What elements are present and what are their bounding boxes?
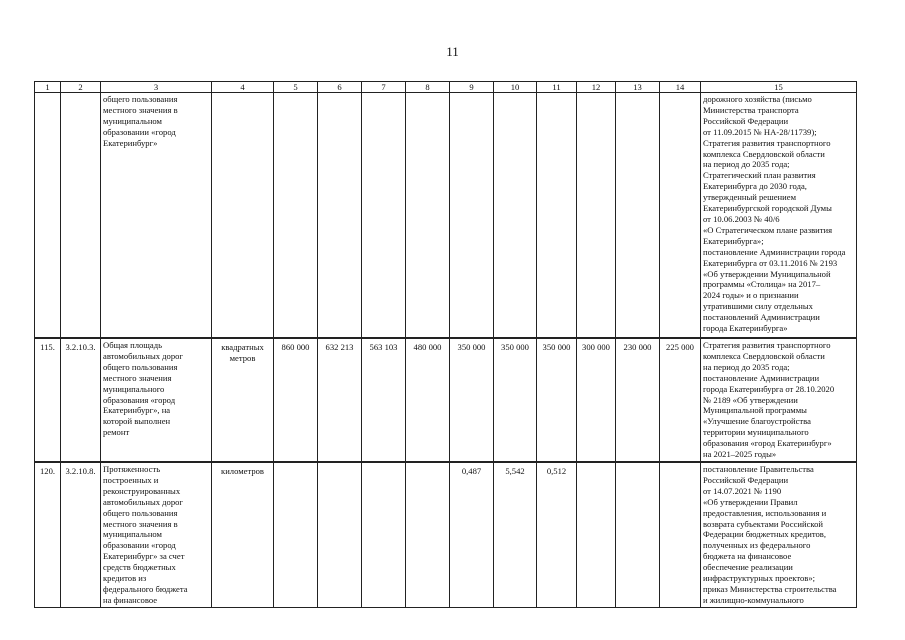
- column-header: 12: [577, 82, 616, 93]
- value-cell: [450, 93, 494, 339]
- column-header: 14: [660, 82, 701, 93]
- table-row: [35, 462, 857, 607]
- unit: километров: [212, 462, 274, 607]
- value-cell: 860 000: [274, 338, 318, 462]
- table-row: [35, 93, 857, 339]
- column-header: 9: [450, 82, 494, 93]
- value-cell: 350 000: [494, 338, 537, 462]
- row-number: 120.: [35, 462, 61, 607]
- row-code: [61, 93, 101, 339]
- unit: квадратных метров: [212, 338, 274, 462]
- value-cell: [362, 462, 406, 607]
- column-header: 1: [35, 82, 61, 93]
- column-header: 6: [318, 82, 362, 93]
- value-cell: [616, 462, 660, 607]
- row-code: 3.2.10.8.: [61, 462, 101, 607]
- column-header: 7: [362, 82, 406, 93]
- column-header: 10: [494, 82, 537, 93]
- value-cell: [274, 462, 318, 607]
- indicator-name: общего пользования местного значения в муниципальном образовании «город Екатеринбург»: [101, 93, 212, 339]
- value-cell: 0,487: [450, 462, 494, 607]
- indicator-name: Протяженность построенных и реконструированных автомобильных дорог общего пользования местного значения в муниципальном образовании «город Екатеринбург» за счет средств бюджетных кредитов из федерального бюджета на финансовое: [101, 462, 212, 607]
- column-header: 5: [274, 82, 318, 93]
- value-cell: [406, 462, 450, 607]
- value-cell: [537, 93, 577, 339]
- value-cell: [577, 93, 616, 339]
- column-header: 3: [101, 82, 212, 93]
- column-header: 4: [212, 82, 274, 93]
- value-cell: [660, 462, 701, 607]
- table-row: [35, 338, 857, 462]
- source-documents: Стратегия развития транспортного комплекса Свердловской области на период до 2035 года; постановление Администрации города Екатеринбурга от 28.10.2020 № 2189 «Об утверждении Муниципальной программы «Улучшение благоустройства территории муниципального образования «город Екатеринбург» на 2021–2025 годы»: [701, 338, 857, 462]
- source-documents: дорожного хозяйства (письмо Министерства транспорта Российской Федерации от 11.09.2015 № НА-28/11739); Стратегия развития транспортного комплекса Свердловской области на период до 2035 года; Стратегический план развития Екатеринбурга до 2030 года, утвержденный решением Екатеринбургской городской Думы от 10.06.2003 № 40/6 «О Стратегическом плане развития Екатеринбурга»; постановление Администрации города Екатеринбурга от 03.11.2016 № 2193 «Об утверждении Муниципальной программы «Столица» на 2017– 2024 годы» и о признании утратившими силу отдельных постановлений Администрации города Екатеринбурга»: [701, 93, 857, 339]
- column-header: 11: [537, 82, 577, 93]
- value-cell: [616, 93, 660, 339]
- value-cell: 350 000: [537, 338, 577, 462]
- value-cell: 480 000: [406, 338, 450, 462]
- indicators-table: [34, 81, 857, 608]
- column-header: 15: [701, 82, 857, 93]
- value-cell: [362, 93, 406, 339]
- column-header: 8: [406, 82, 450, 93]
- column-header: 2: [61, 82, 101, 93]
- row-number: 115.: [35, 338, 61, 462]
- value-cell: 225 000: [660, 338, 701, 462]
- value-cell: 230 000: [616, 338, 660, 462]
- value-cell: 350 000: [450, 338, 494, 462]
- row-code: 3.2.10.3.: [61, 338, 101, 462]
- value-cell: 300 000: [577, 338, 616, 462]
- column-header: 13: [616, 82, 660, 93]
- value-cell: [406, 93, 450, 339]
- row-number: [35, 93, 61, 339]
- value-cell: [660, 93, 701, 339]
- value-cell: [318, 93, 362, 339]
- value-cell: [494, 93, 537, 339]
- unit: [212, 93, 274, 339]
- value-cell: 0,512: [537, 462, 577, 607]
- indicator-name: Общая площадь автомобильных дорог общего пользования местного значения муниципального образования «город Екатеринбург», на которой выполнен ремонт: [101, 338, 212, 462]
- value-cell: 563 103: [362, 338, 406, 462]
- value-cell: 5,542: [494, 462, 537, 607]
- value-cell: 632 213: [318, 338, 362, 462]
- value-cell: [577, 462, 616, 607]
- value-cell: [274, 93, 318, 339]
- value-cell: [318, 462, 362, 607]
- column-number-row: [35, 82, 857, 93]
- page-number: 11: [446, 44, 459, 59]
- source-documents: постановление Правительства Российской Федерации от 14.07.2021 № 1190 «Об утверждении Правил предоставления, использования и возврата субъектами Российской Федерации бюджетных кредитов, полученных из федерального бюджета на финансовое обеспечение реализации инфраструктурных проектов»; приказ Министерства строительства и жилищно-коммунального: [701, 462, 857, 607]
